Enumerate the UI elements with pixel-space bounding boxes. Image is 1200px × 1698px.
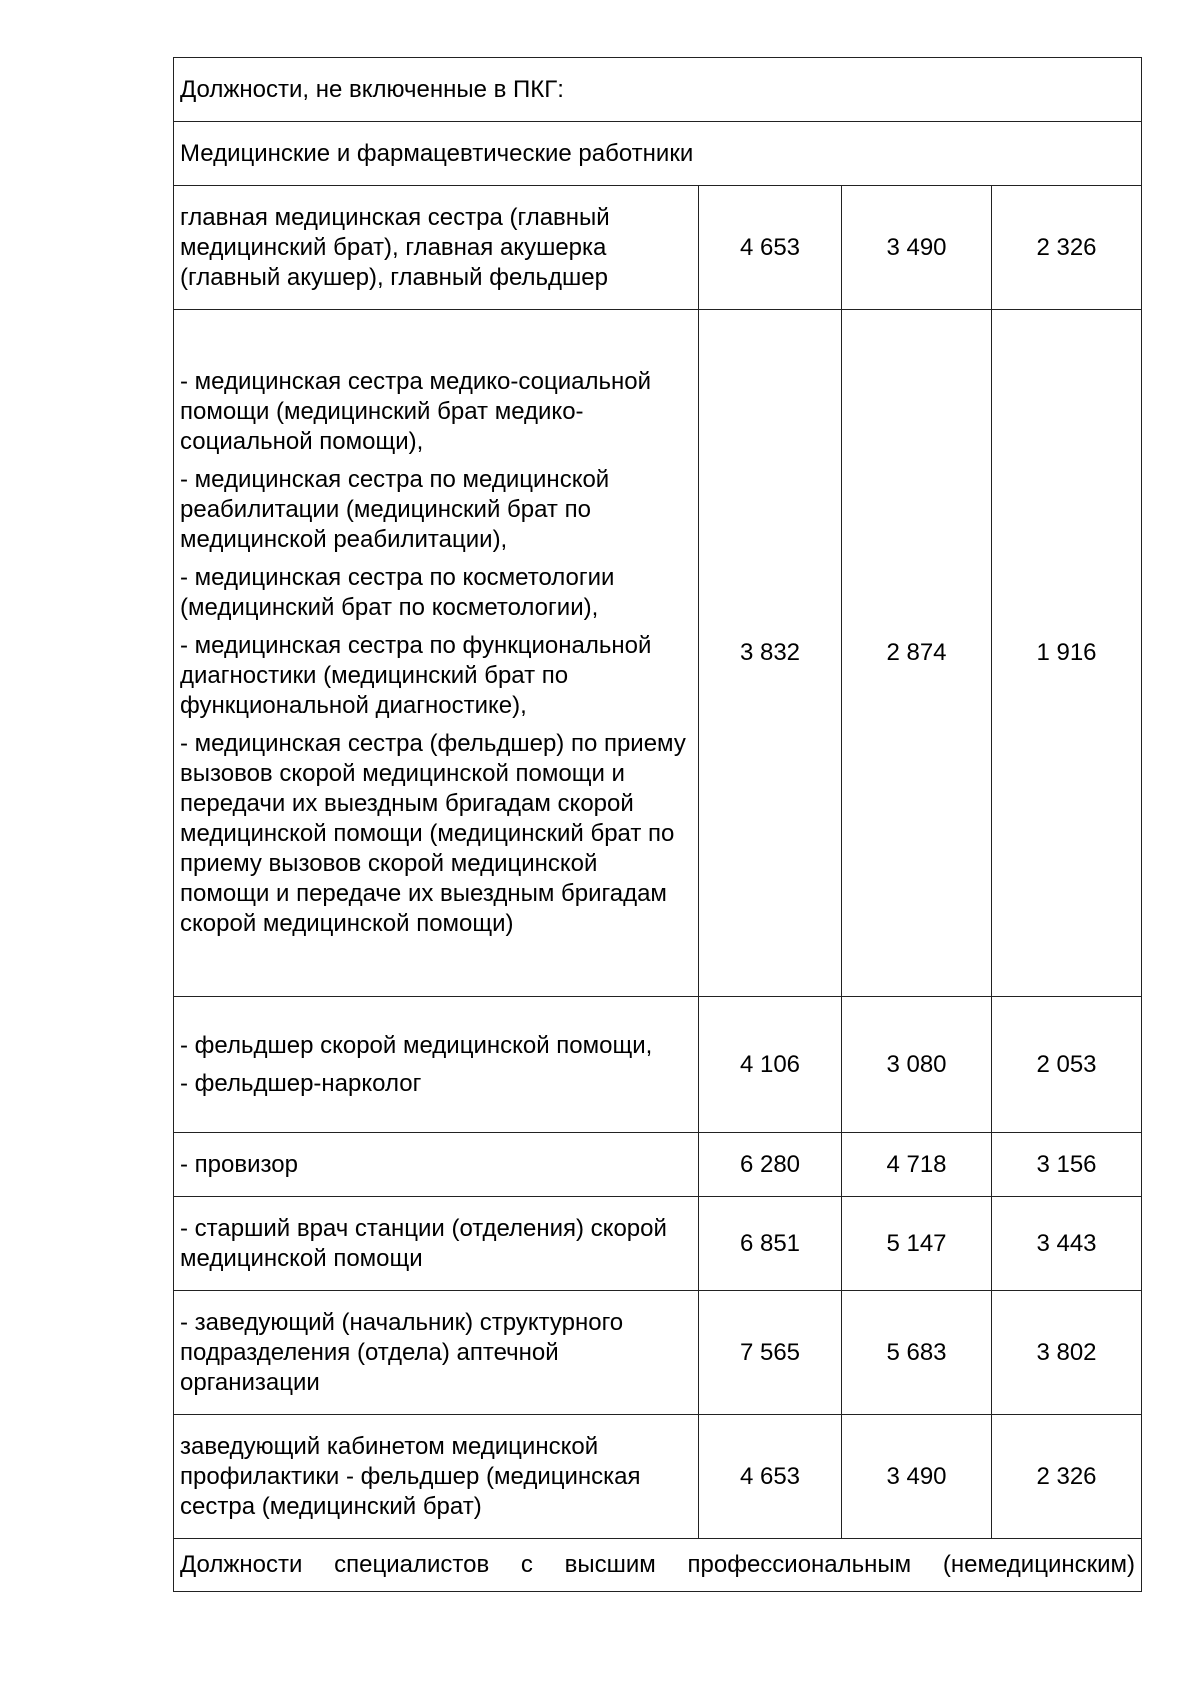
- value-cell: 6 851: [699, 1197, 842, 1291]
- value-cell: 5 683: [842, 1291, 992, 1415]
- position-text: заведующий кабинетом медицинской профилактики - фельдшер (медицинская сестра (медицинский брат): [180, 1432, 641, 1520]
- position-cell: [174, 1133, 699, 1197]
- value-cell: 3 832: [699, 310, 842, 997]
- position-text: - медицинская сестра (фельдшер) по приему вызовов скорой медицинской помощи и передачи их выездным бригадам скорой медицинской помощи (медицинский брат по приему вызовов скорой медицинской помощи и передаче их выездным бригадам скорой медицинской помощи): [180, 730, 686, 937]
- value-cell: 3 490: [842, 1415, 992, 1539]
- value-cell: 3 443: [992, 1197, 1142, 1291]
- value-cell: 3 156: [992, 1133, 1142, 1197]
- position-text: - фельдшер-нарколог: [180, 1069, 422, 1097]
- section-row: [174, 122, 1142, 186]
- positions-salary-table: [173, 57, 1142, 1592]
- value-cell: 7 565: [699, 1291, 842, 1415]
- value-cell: 1 916: [992, 310, 1142, 997]
- value-cell: 4 718: [842, 1133, 992, 1197]
- position-text: - медицинская сестра медико-социальной помощи (медицинский брат медико-социальной помощи),: [180, 368, 652, 455]
- position-text: - старший врач станции (отделения) скорой медицинской помощи: [180, 1214, 667, 1272]
- table-row: [174, 1415, 1142, 1539]
- table-row: [174, 997, 1142, 1133]
- table-row: [174, 1133, 1142, 1197]
- position-cell: [174, 310, 699, 997]
- table-row: [174, 1197, 1142, 1291]
- position-text: главная медицинская сестра (главный медицинский брат), главная акушерка (главный акушер), главный фельдшер: [180, 203, 610, 291]
- value-cell: 4 653: [699, 1415, 842, 1539]
- value-cell: 3 490: [842, 186, 992, 310]
- value-cell: 6 280: [699, 1133, 842, 1197]
- position-cell: [174, 1415, 699, 1539]
- value-cell: 2 326: [992, 1415, 1142, 1539]
- table-row: [174, 186, 1142, 310]
- position-text: - медицинская сестра по косметологии (медицинский брат по косметологии),: [180, 564, 615, 621]
- position-text: - заведующий (начальник) структурного подразделения (отдела) аптечной организации: [180, 1308, 624, 1396]
- table-row: [174, 310, 1142, 997]
- position-text: - медицинская сестра по медицинской реабилитации (медицинский брат по медицинской реабилитации),: [180, 466, 610, 553]
- position-cell: [174, 997, 699, 1133]
- position-cell: [174, 1291, 699, 1415]
- header-row: [174, 58, 1142, 122]
- footer-row: [174, 1539, 1142, 1592]
- position-text: - провизор: [180, 1150, 298, 1178]
- value-cell: 4 653: [699, 186, 842, 310]
- footer-cell: Должности специалистов с высшим профессиональным (немедицинским): [174, 1539, 1142, 1592]
- position-cell: [174, 186, 699, 310]
- position-text: - медицинская сестра по функциональной диагностики (медицинский брат по функциональной диагностике),: [180, 632, 652, 719]
- value-cell: 2 326: [992, 186, 1142, 310]
- value-cell: 3 802: [992, 1291, 1142, 1415]
- value-cell: 2 874: [842, 310, 992, 997]
- position-cell: [174, 1197, 699, 1291]
- table-row: [174, 1291, 1142, 1415]
- value-cell: 5 147: [842, 1197, 992, 1291]
- section-cell: Медицинские и фармацевтические работники: [174, 122, 1142, 186]
- position-text: - фельдшер скорой медицинской помощи,: [180, 1031, 653, 1059]
- header-cell: Должности, не включенные в ПКГ:: [174, 58, 1142, 122]
- value-cell: 3 080: [842, 997, 992, 1133]
- value-cell: 4 106: [699, 997, 842, 1133]
- value-cell: 2 053: [992, 997, 1142, 1133]
